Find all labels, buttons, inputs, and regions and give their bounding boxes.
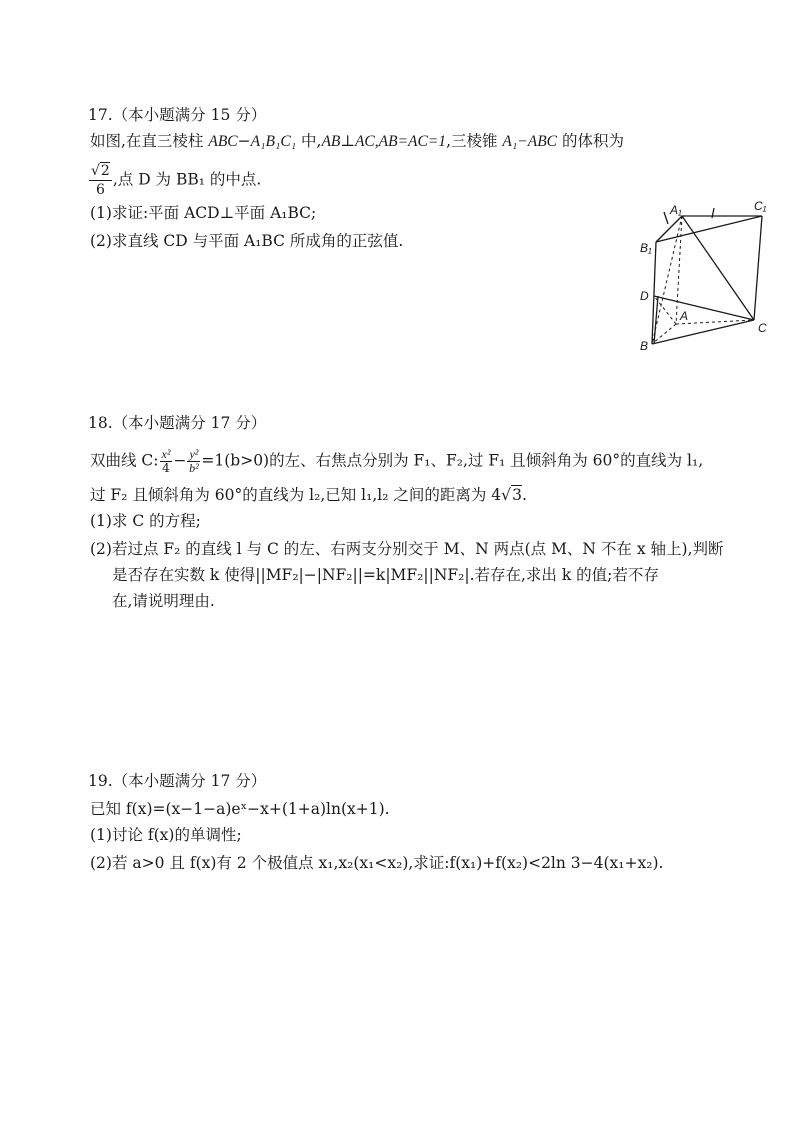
label-c: C [758,321,767,335]
label-d: D [640,289,649,303]
q19-part1: (1)讨论 f(x)的单调性; [90,826,242,844]
q17-stem-line1 [90,130,624,153]
label-b: B [640,339,649,353]
q17-stem1-pre: 如图,在直三棱柱 [90,132,209,150]
q19-line1: 已知 f(x)=(x−1−a)eˣ−x+(1+a)ln(x+1). [90,800,390,818]
q18-line2: 过 F₂ 且倾斜角为 60°的直线为 l₂,已知 l₁,l₂ 之间的距离为 4√3. [90,486,527,504]
edge-d-b1-right [654,296,658,344]
edge-a1-c [682,216,754,320]
edge-a1-b [652,216,682,344]
label-c1: C₁ [754,199,767,213]
q18-part2a: (2)若过点 F₂ 的直线 l 与 C 的左、右两支分别交于 M、N 两点(点 M、N 不在 x 轴上),判断 [90,540,724,558]
edge-b-c [652,320,754,344]
edge-d-c [654,296,754,320]
q17-stem1-dash: − [237,132,251,150]
q17-fraction-numerator: √2 [91,163,110,179]
q17-stem-line2 [88,162,261,199]
q18-part1: (1)求 C 的方程; [90,512,201,530]
q18-header: 18.（本小题满分 17 分） [88,414,267,432]
q17-fraction-radicand: 2 [100,163,110,179]
q17-part1: (1)求证:平面 ACD⊥平面 A₁BC; [90,204,317,222]
edge-c1-c [754,216,762,320]
q17-stem1-mid2: ,三棱锥 [446,132,503,150]
q17-part2: (2)求直线 CD 与平面 A₁BC 所成角的正弦值. [90,232,404,250]
q17-stem1-mid: 中, [296,132,322,150]
q18-sqrt3: 3 [512,486,522,504]
label-a1: A₁ [670,203,682,217]
q17-fraction-denominator: 6 [95,182,105,198]
q18-part2b: 是否存在实数 k 使得||MF₂|−|NF₂||=k|MF₂||NF₂|.若存在,求出 k 的值;若不存 [112,566,659,584]
q17-stem2: ,点 D 为 BB₁ 的中点. [112,170,262,189]
edge-a1-a [676,216,682,324]
q18-frac-x [160,448,173,475]
edge-b1-c1 [656,216,762,242]
label-b1: B₁ [640,241,652,255]
q17-stem1-math2: A₁B₁C₁ [250,133,297,150]
q18-frac-y-num: y² [189,447,199,461]
prism-figure [636,196,776,356]
q19-header: 19.（本小题满分 17 分） [88,772,267,790]
q18-frac-x-num: x² [161,447,171,461]
q18-line1-pre: 双曲线 C: [90,451,159,470]
edge-b1-a1 [656,216,682,242]
q18-frac-y-den: b² [189,461,199,475]
tick-mark-1 [664,212,668,224]
q17-stem1-post: 的体积为 [557,132,624,150]
q17-stem1-math4: A₁−ABC [502,133,558,150]
q17-fraction [89,162,112,199]
q18-part2c: 在,请说明理由. [112,592,215,610]
q18-line2-post: . [521,486,527,504]
q18-frac-y [187,448,200,475]
q18-frac-x-den: 4 [162,461,170,475]
q18-line2-pre: 过 F₂ 且倾斜角为 60°的直线为 l₂,已知 l₁,l₂ 之间的距离为 4 [90,486,502,504]
q18-line1: 双曲线 C: $\frac{\text{x²}}{4}$ − $\frac{\text{y²}}{\text{b²}}$ =1(b>0)的左、右焦点分别为 F₁、F₂,过 F₁ 且倾斜角为 60°的直线为 l₁, [90,447,704,475]
q18-line1-post: =1(b>0)的左、右焦点分别为 F₁、F₂,过 F₁ 且倾斜角为 60°的直线为 l₁, [201,451,704,470]
q17-header: 17.（本小题满分 15 分） [88,106,267,124]
label-a: A [680,309,689,323]
q19-part2: (2)若 a>0 且 f(x)有 2 个极值点 x₁,x₂(x₁<x₂),求证:f(x₁)+f(x₂)<2ln 3−4(x₁+x₂). [90,854,664,872]
q17-stem1-math3: AB⊥AC,AB=AC=1 [321,133,447,150]
q17-stem1-math1: ABC [208,133,238,150]
